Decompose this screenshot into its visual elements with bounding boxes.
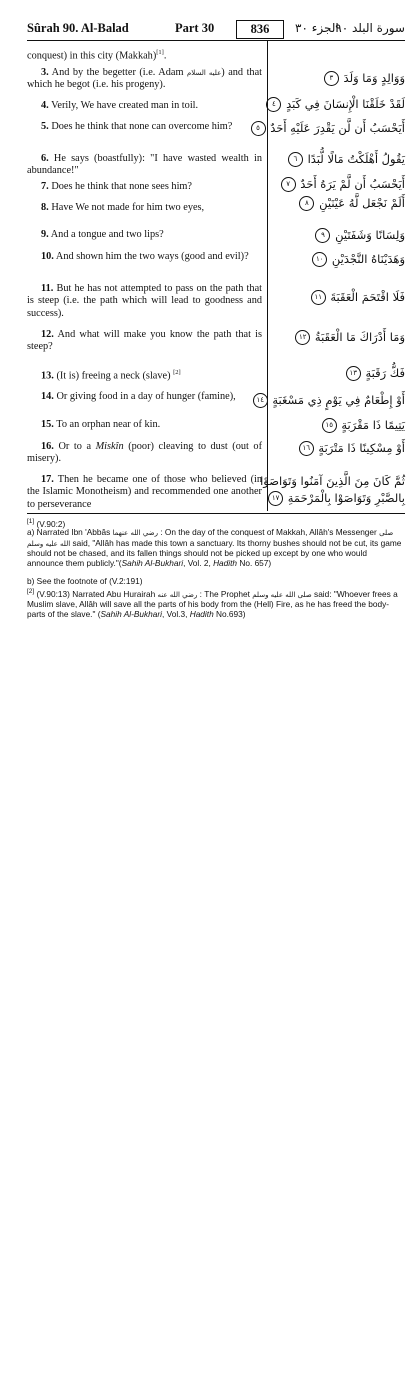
footnote-1b: b) See the footnote of (V.2:191) — [27, 576, 143, 586]
verse-3-translation: 3. And by the begetter (i.e. Adam عليه السلام) and that which he begot (i.e. his progeny). — [27, 67, 263, 91]
verse-number-badge: ٣ — [324, 71, 339, 86]
verse-number-badge: ٦ — [288, 152, 303, 167]
verse-4-translation: 4. Verily, We have created man in toil. — [41, 100, 199, 111]
verse-11-arabic: فَلَا اقْتَحَمَ الْعَقَبَةَ ١١ — [270, 290, 405, 305]
verse-number-badge: ٨ — [299, 196, 314, 211]
verse-17-arabic-line2: بِالصَّبْرِ وَتَوَاصَوْا بِالْمَرْحَمَةِ ١٧ — [270, 491, 405, 506]
verse-number-badge: ١٤ — [253, 393, 268, 408]
footnote-1-ref: [1] (V.90:2) — [27, 518, 66, 529]
verse-9-translation: 9. And a tongue and two lips? — [41, 229, 164, 240]
verse-14-arabic: أَوْ إِطْعَامٌ فِي يَوْمٍ ذِي مَسْغَبَةٍ ١٤ — [270, 393, 405, 408]
verse-6-arabic: يَقُولُ أَهْلَكْتُ مَالًا لُّبَدًا ٦ — [270, 152, 405, 167]
arabic-part-label: الجزء ٣٠ — [295, 21, 339, 35]
arabic-surah-title: سورة البلد ٩٠ — [335, 21, 405, 35]
verse-10-arabic: وَهَدَيْنَاهُ النَّجْدَيْنِ ١٠ — [270, 252, 405, 267]
verse-number-badge: ١١ — [311, 290, 326, 305]
verse-number-badge: ٤ — [266, 97, 281, 112]
verse-14-translation: 14. Or giving food in a day of hunger (famine), — [41, 391, 236, 402]
verse-number-badge: ٩ — [315, 228, 330, 243]
verse-number-badge: ١٢ — [295, 330, 310, 345]
part-label: Part 30 — [175, 21, 215, 35]
verse-3-arabic: وَوَالِدٍ وَمَا وَلَدَ ٣ — [270, 71, 405, 86]
verse-15-arabic: يَتِيمًا ذَا مَقْرَبَةٍ ١٥ — [270, 418, 405, 433]
verse-16-translation: 16. Or to a Miskîn (poor) cleaving to dust (out of misery). — [27, 441, 262, 465]
verse-7-arabic: أَيَحْسَبُ أَن لَّمْ يَرَهُ أَحَدٌ ٧ — [270, 177, 405, 192]
footnote-1a: a) Narrated Ibn 'Abbâs رضي الله عنهما : On the day of the conquest of Makkah, Allâh's Messenger صلى الله عليه وسلم said, "Allâh has made this town a sanctuary. Its thorny bushes should not be cut, its game should not be chased, and its fallen things should not be picked up except by one who would announce them publicly."(Sahih Al-Bukhari, Vol. 2, Hadith No. 657) — [27, 527, 402, 568]
verse-17-arabic: ثُمَّ كَانَ مِنَ الَّذِينَ آمَنُوا وَتَوَاصَوْا — [260, 474, 405, 488]
verse-12-arabic: وَمَا أَدْرَاكَ مَا الْعَقَبَةُ ١٢ — [270, 330, 405, 345]
footnote-rule — [27, 513, 405, 514]
verse-11-translation: 11. But he has not attempted to pass on the path that is steep (i.e. the path which will lead to goodness and success). — [27, 283, 263, 319]
verse-10-translation: 10. And shown him the two ways (good and evil)? — [41, 251, 249, 262]
verse-8-arabic: أَلَمْ نَجْعَل لَّهُ عَيْنَيْنِ ٨ — [270, 196, 405, 211]
verse-8-translation: 8. Have We not made for him two eyes, — [41, 202, 205, 213]
verse-number-badge: ١٣ — [346, 366, 361, 381]
verse-number-badge: ٧ — [281, 177, 296, 192]
verse-number-badge: ١٥ — [322, 418, 337, 433]
verse-5-arabic: أَيَحْسَبُ أَن لَّن يَقْدِرَ عَلَيْهِ أَحَدٌ ٥ — [270, 121, 405, 136]
surah-title: Sûrah 90. Al-Balad — [27, 21, 129, 35]
verse-number-badge: ١٧ — [268, 491, 283, 506]
verse-number-badge: ٥ — [251, 121, 266, 136]
verse-5-translation: 5. Does he think that none can overcome him? — [41, 121, 233, 132]
verse-9-arabic: وَلِسَانًا وَشَفَتَيْنِ ٩ — [270, 228, 405, 243]
verse-4-arabic: لَقَدْ خَلَقْنَا الْإِنسَانَ فِي كَبَدٍ ٤ — [270, 97, 405, 112]
verse-6-translation: 6. He says (boastfully): "I have wasted wealth in abundance!" — [27, 153, 262, 177]
verse-2-continuation: conquest) in this city (Makkah)[1]. — [27, 49, 167, 62]
verse-number-badge: ١٦ — [299, 441, 314, 456]
verse-13-arabic: فَكُّ رَقَبَةٍ ١٣ — [270, 366, 405, 381]
verse-16-arabic: أَوْ مِسْكِينًا ذَا مَتْرَبَةٍ ١٦ — [270, 441, 405, 456]
verse-12-translation: 12. And what will make you know the path that is steep? — [27, 329, 262, 353]
footnote-2: [2] (V.90:13) Narrated Abu Hurairah رضي الله عنه : The Prophet صلى الله عليه وسلم said: "Whoever frees a Muslim slave, Allâh will save all the parts of his body from the (Hell) Fire, as he has freed the body-parts of the slave." (Sahih Al-Bukhari, Vol.3, Hadith No.693) — [27, 588, 398, 619]
verse-17-translation: 17. Then he became one of those who believed (in the Islamic Monotheism) and recommended one another to perseverance — [27, 474, 263, 510]
verse-7-translation: 7. Does he think that none sees him? — [41, 181, 193, 192]
page-number: 836 — [236, 20, 284, 39]
page-header — [27, 20, 405, 41]
verse-15-translation: 15. To an orphan near of kin. — [41, 419, 161, 430]
verse-number-badge: ١٠ — [312, 252, 327, 267]
verse-13-translation: 13. (It is) freeing a neck (slave) [2] — [41, 369, 181, 382]
